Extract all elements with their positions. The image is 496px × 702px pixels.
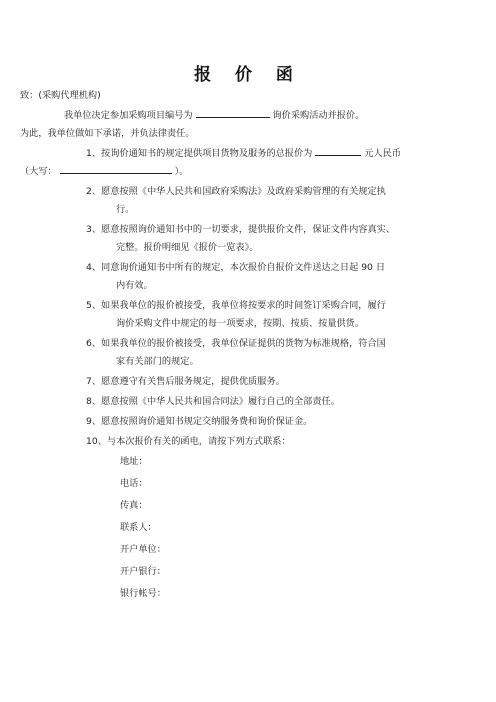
item-10-line: 10、与本次报价有关的函电，请按下列方式联系：: [86, 436, 291, 447]
contact-account-number-label: 银行帐号：: [120, 588, 166, 599]
item-6-line-2: 家有关部门的规定。: [116, 356, 199, 367]
item-1-line-1: [86, 144, 401, 164]
contact-person-label: 联系人：: [120, 522, 157, 533]
contact-account-holder-label: 开户单位：: [120, 544, 166, 555]
intro-line-2: 为此，我单位做如下承诺，并负法律责任。: [20, 128, 195, 139]
intro-line-1: [64, 106, 364, 126]
item-6-line-1: 6、如果我单位的报价被接受，我单位保证提供的货物为标准规格，符合国: [86, 338, 386, 349]
item-5-line-1: 5、如果我单位的报价被接受，我单位将按要求的时间签订采购合同，履行: [86, 300, 386, 311]
item-1-text-c: （大写：: [20, 166, 57, 177]
item-8-line: 8、愿意按照《中华人民共和国合同法》履行自己的全部责任。: [86, 396, 340, 407]
item-1-text-d: ）。: [174, 166, 189, 177]
item-5-line-2: 询价采购文件中规定的每一项要求，按期、按质、按量供货。: [116, 318, 365, 329]
contact-fax-label: 传真：: [120, 500, 148, 511]
item-1-line-2: [20, 162, 188, 182]
contact-bank-label: 开户银行：: [120, 566, 166, 577]
item-1-text-b: 元人民币: [364, 148, 401, 159]
item-7-line: 7、愿意遵守有关售后服务规定，提供优质服务。: [86, 376, 285, 387]
item-1-text-a: 1、按询价通知书的规定提供项目货物及服务的总报价为: [86, 148, 313, 159]
item-3-line-2: 完整。报价明细见《报价一览表》。: [116, 242, 259, 253]
addressee-line: 致：(采购代理机构): [20, 90, 101, 101]
intro-text-b: 询价采购活动并报价。: [272, 110, 365, 121]
item-2-line-1: 2、愿意按照《中华人民共和国政府采购法》及政府采购管理的有关规定执: [86, 186, 386, 197]
item-4-line-2: 内有效。: [116, 280, 153, 291]
item-3-line-1: 3、愿意按照询价通知书中的一切要求，提供报价文件，保证文件内容真实、: [86, 224, 396, 235]
contact-phone-label: 电话：: [120, 478, 148, 489]
total-price-blank: [315, 144, 361, 156]
item-9-line: 9、愿意按照询价通知书规定交纳服务费和询价保证金。: [86, 416, 313, 427]
intro-text-a: 我单位决定参加采购项目编号为: [64, 110, 193, 121]
item-4-line-1: 4、同意询价通知书中所有的规定，本次报价自报价文件送达之日起 90 日: [86, 262, 386, 273]
project-number-blank: [196, 106, 270, 118]
item-2-line-2: 行。: [116, 204, 135, 215]
document-title: 报 价 函: [194, 65, 302, 85]
contact-address-label: 地址：: [120, 456, 148, 467]
amount-in-words-blank: [60, 162, 172, 174]
